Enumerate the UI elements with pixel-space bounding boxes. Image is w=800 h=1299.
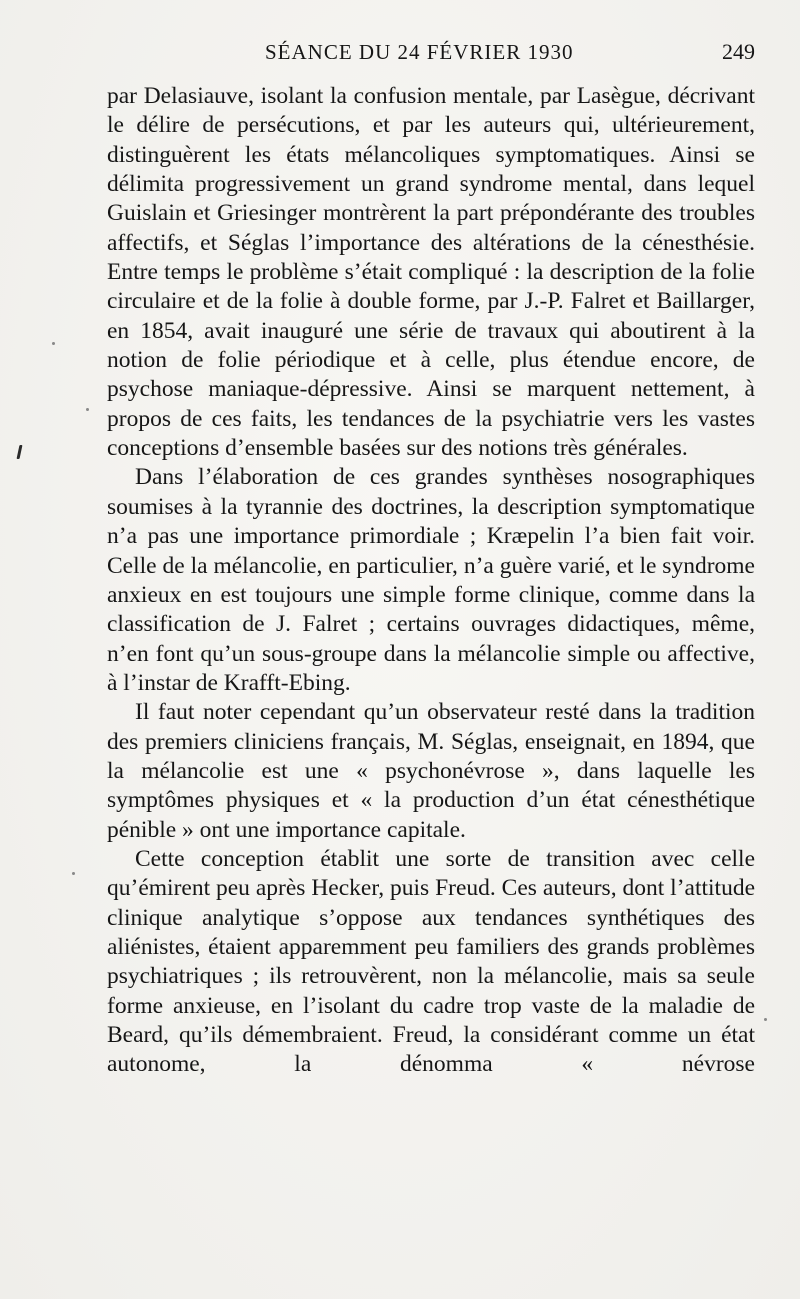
page-number: 249 <box>722 39 755 64</box>
page-header <box>105 34 755 70</box>
paper-speck <box>86 408 89 411</box>
body-text <box>107 82 755 1080</box>
paper-speck <box>764 1018 767 1021</box>
paragraph-4: Cette conception établit une sorte de transition avec celle qu’émirent peu après Hecker, puis Freud. Ces auteurs, dont l’attitude clinique analytique s’oppose aux tendances synthétiques des aliénistes, étaient apparemment peu familiers des grands problèmes psychiatriques ; ils retrouvèrent, non la mélancolie, mais sa seule forme anxieuse, en l’isolant du cadre trop vaste de la maladie de Beard, qu’ils démembraient. Freud, la considérant comme un état autonome, la dénomma « névrose <box>107 845 755 1078</box>
margin-pencil-mark <box>17 445 23 459</box>
paragraph-1: par Delasiauve, isolant la confusion mentale, par Lasègue, décrivant le délire de persécutions, et par les auteurs qui, ultérieurement, distinguèrent les états mélancoliques symptomatiques. Ainsi se délimita progressivement un grand syndrome mental, dans lequel Guislain et Griesinger montrèrent la part prépondérante des troubles affectifs, et Séglas l’importance des altérations de la cénesthésie. Entre temps le problème s’était compliqué : la description de la folie circulaire et de la folie à double forme, par J.-P. Falret et Baillarger, en 1854, avait inauguré une série de travaux qui aboutirent à la notion de folie périodique et à celle, plus étendue encore, de psychose maniaque-dépressive. Ainsi se marquent nettement, à propos de ces faits, les tendances de la psychiatrie vers les vastes conceptions d’ensemble basées sur des notions très générales. <box>107 83 755 462</box>
paragraph-3: Il faut noter cependant qu’un observateur resté dans la tradition des premiers cliniciens français, M. Séglas, enseignait, en 1894, que la mélancolie est une « psychonévrose », dans laquelle les symptômes physiques et « la production d’un état cénesthétique pénible » ont une importance capitale. <box>107 699 755 843</box>
paper-speck <box>72 872 75 875</box>
paragraph-2: Dans l’élaboration de ces grandes synthèses nosographiques soumises à la tyrannie des doctrines, la description symptomatique n’a pas une importance primordiale ; Kræpelin l’a bien fait voir. Celle de la mélancolie, en particulier, n’a guère varié, et le syndrome anxieux en est toujours une simple forme clinique, comme dans la classification de J. Falret ; certains ouvrages didactiques, même, n’en font qu’un sous-groupe dans la mélancolie simple ou affective, à l’instar de Krafft-Ebing. <box>107 464 755 696</box>
paper-speck <box>52 342 55 345</box>
running-head: SÉANCE DU 24 FÉVRIER 1930 <box>265 40 574 64</box>
